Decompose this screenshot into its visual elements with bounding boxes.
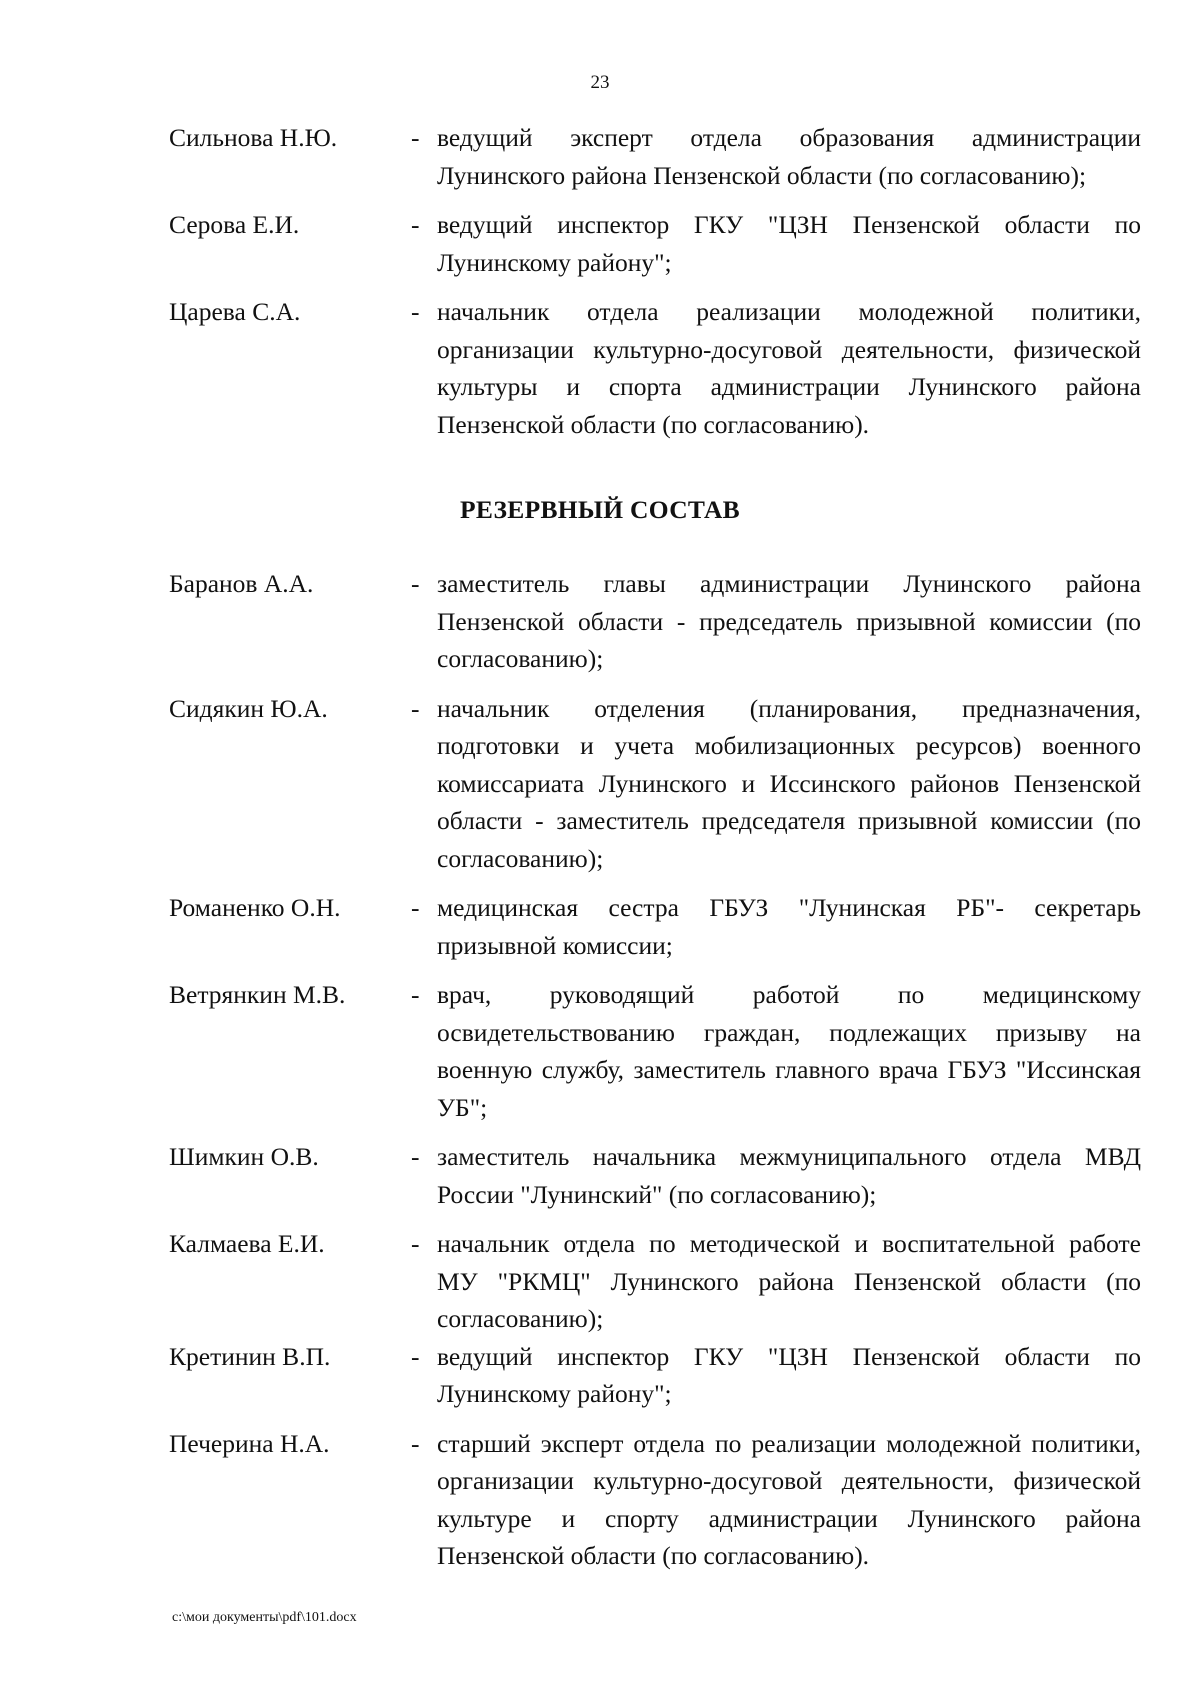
member-entry [169,976,1141,1126]
reserve-members-list [169,565,1141,1575]
file-path-footer: c:\мои документы\pdf\101.docx [172,1610,357,1625]
member-dash: - [411,1142,420,1171]
member-role: ведущий инспектор ГКУ "ЦЗН Пензенской области по Лунинскому району"; [437,210,1141,277]
member-role: заместитель начальника межмуниципального отдела МВД России "Лунинский" (по согласованию); [437,1142,1141,1209]
member-name: Романенко О.Н. [169,893,341,922]
reserve-heading: РЕЗЕРВНЫЙ СОСТАВ [460,495,740,524]
member-dash: - [411,693,420,723]
member-name: Кретинин В.П. [169,1341,331,1371]
member-dash: - [411,123,420,152]
member-name: Царева С.А. [169,297,301,326]
member-name: Калмаева Е.И. [169,1229,325,1258]
member-name: Сидякин Ю.А. [169,693,328,723]
member-entry [169,119,1141,194]
member-entry [169,1425,1141,1575]
member-entry [169,690,1141,878]
member-name: Ветрянкин М.В. [169,980,346,1009]
member-name: Шимкин О.В. [169,1142,319,1171]
member-role: медицинская сестра ГБУЗ "Лунинская РБ"- секретарь призывной комиссии; [437,893,1141,960]
member-name: Печерина Н.А. [169,1428,330,1458]
member-dash: - [411,1341,420,1371]
member-dash: - [411,210,420,239]
member-role: старший эксперт отдела по реализации молодежной политики, организации культурно-досуговой деятельности, физической культуре и спорту администрации Лунинского района Пензенской области (по согласованию). [437,1428,1141,1570]
member-entry [169,206,1141,281]
member-role: врач, руководящий работой по медицинскому освидетельствованию граждан, подлежащих призыву на военную службу, заместитель главного врача ГБУЗ "Иссинская УБ"; [437,980,1141,1122]
member-entry [169,1225,1141,1338]
main-members-list [169,119,1141,443]
member-role: заместитель главы администрации Лунинского района Пензенской области - председатель призывной комиссии (по согласованию); [437,569,1141,673]
member-dash: - [411,980,420,1009]
member-role: начальник отдела по методической и воспитательной работе МУ "РКМЦ" Лунинского района Пензенской области (по согласованию); [437,1229,1141,1333]
member-dash: - [411,893,420,922]
member-entry [169,1338,1141,1413]
member-dash: - [411,297,420,326]
member-dash: - [411,1428,420,1458]
member-dash: - [411,1229,420,1258]
member-entry [169,889,1141,964]
member-name: Баранов А.А. [169,569,314,598]
member-role: ведущий эксперт отдела образования администрации Лунинского района Пензенской области (по согласованию); [437,123,1141,190]
member-role: начальник отдела реализации молодежной политики, организации культурно-досуговой деятельности, физической культуры и спорта администрации Лунинского района Пензенской области (по согласованию). [437,297,1141,439]
member-name: Серова Е.И. [169,210,300,239]
member-entry [169,293,1141,443]
member-role: ведущий инспектор ГКУ "ЦЗН Пензенской области по Лунинскому району"; [437,1341,1141,1408]
member-name: Сильнова Н.Ю. [169,123,338,152]
member-entry [169,1138,1141,1213]
member-entry [169,565,1141,678]
member-dash: - [411,569,420,598]
member-role: начальник отделения (планирования, предназначения, подготовки и учета мобилизационных ресурсов) военного комиссариата Лунинского и Иссинского районов Пензенской области - заместитель председателя призывной комиссии (по согласованию); [437,693,1141,873]
page-number: 23 [590,72,610,93]
